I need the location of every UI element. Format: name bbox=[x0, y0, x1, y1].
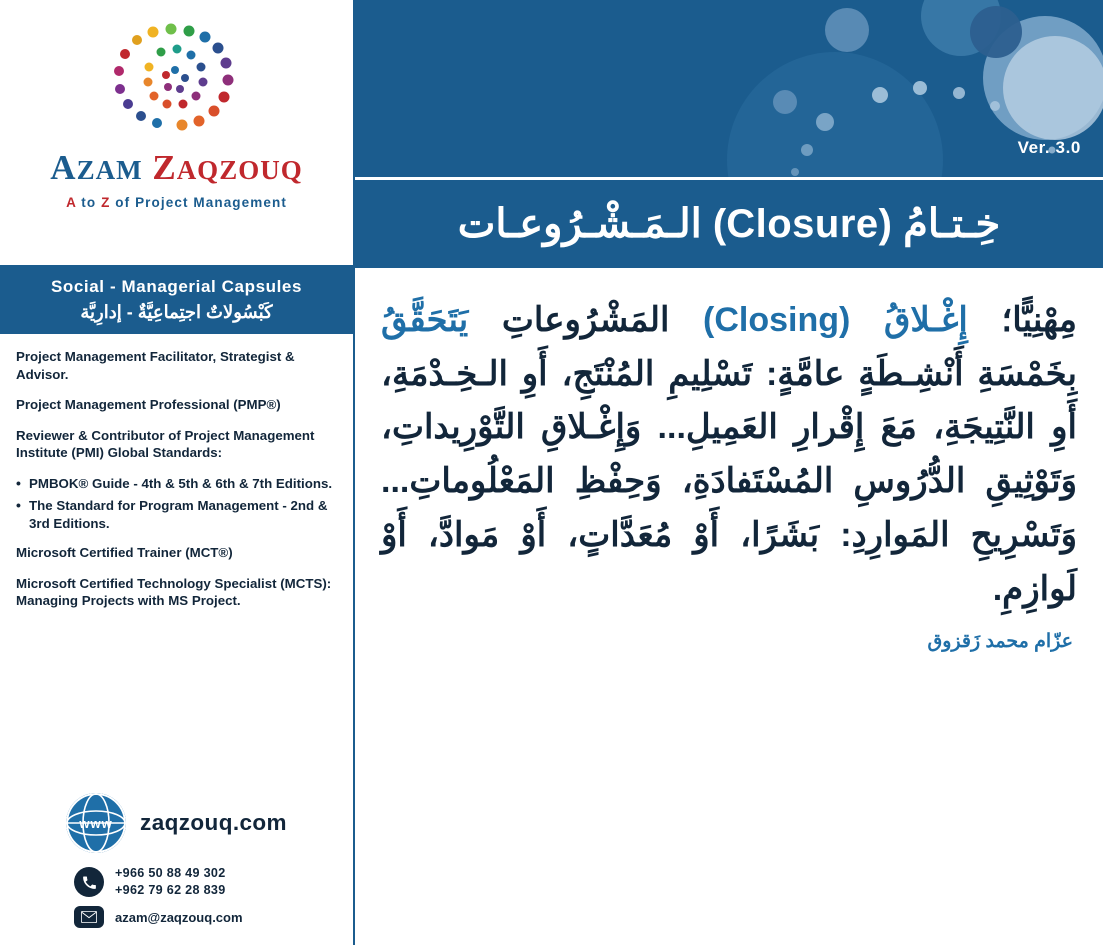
tagline-rest: of Project Management bbox=[110, 195, 287, 210]
globe-icon bbox=[66, 793, 126, 853]
email-address[interactable]: azam@zaqzouq.com bbox=[115, 909, 243, 925]
bio-text-4: Microsoft Certified Trainer (MCT®) bbox=[16, 545, 233, 561]
brand-name: AZAM ZAQZOUQ bbox=[50, 148, 303, 187]
article-body bbox=[355, 268, 1103, 945]
email-row[interactable] bbox=[0, 906, 353, 928]
phone-2: +962 79 62 28 839 bbox=[115, 883, 226, 897]
para-seg-1: مِهْنِيًّا؛ bbox=[967, 301, 1077, 339]
para-seg-3: بِخَمْسَةِ أَنْشِـطَةٍ عامَّةٍ: تَسْلِيمِ المُنْتَجِ، أَوِ الـخِـدْمَةِ، أَوِ النَّتِيجَةِ، مَعَ إِقْرارِ العَمِيلِ... وَإِغْـلاقِ التَّوْرِيداتِ، وَتَوْثِيقِ الدُّرُوسِ المُسْتَفادَةِ، وَحِفْظِ المَعْلُوماتِ... وَتَسْرِيحِ المَوارِدِ: بَشَرًا، أَوْ مُعَدَّاتٍ، أَوْ مَوادَّ، أَوْ لَوازِمِ. bbox=[381, 354, 1077, 608]
bio-section bbox=[0, 334, 353, 623]
contact-block bbox=[0, 793, 353, 945]
bio-text-1: Project Management Facilitator, Strategist & Advisor. bbox=[16, 349, 295, 382]
bullet-text-1: PMBOK® Guide - 4th & 5th & 6th & 7th Editions. bbox=[29, 475, 333, 491]
main-content bbox=[355, 0, 1103, 945]
list-item bbox=[16, 497, 339, 532]
hero-banner bbox=[355, 0, 1103, 268]
brand-tagline bbox=[66, 195, 287, 210]
title-prefix: خِـتـامُ ( bbox=[878, 202, 1001, 246]
version-label: Ver. 3.0 bbox=[1017, 138, 1081, 157]
title-english: Closure bbox=[726, 202, 879, 246]
sidebar bbox=[0, 0, 355, 945]
para-highlight-1-close: ) bbox=[669, 301, 715, 339]
bio-text-5: Microsoft Certified Technology Specialist (MCTS): Managing Projects with MS Project. bbox=[16, 575, 332, 609]
tagline-a: A bbox=[66, 195, 77, 210]
bullet-text-2: The Standard for Program Management - 2nd & 3rd Editions. bbox=[29, 498, 328, 531]
article-paragraph bbox=[381, 294, 1077, 616]
bio-line-3 bbox=[16, 427, 339, 462]
swirl-logo-icon bbox=[91, 18, 263, 146]
www-label: www bbox=[79, 815, 113, 831]
website-url[interactable]: zaqzouq.com bbox=[140, 810, 287, 835]
title-suffix: ) الـمَـشْـرُوعـات bbox=[457, 202, 727, 246]
tagline-z: Z bbox=[101, 195, 111, 210]
capsule-title-en: Social - Managerial Capsules bbox=[50, 277, 303, 296]
author-signature: عزّام محمد زَقزوق bbox=[927, 631, 1073, 653]
para-highlight-2: يَتَحَقَّقُ bbox=[381, 301, 469, 339]
bio-text-3: Reviewer & Contributor of Project Management Institute (PMI) Global Standards: bbox=[16, 427, 315, 461]
capsule-banner bbox=[0, 268, 353, 334]
page-title bbox=[458, 201, 1001, 247]
phone-numbers bbox=[115, 865, 226, 899]
list-item bbox=[16, 475, 339, 493]
bio-line-1 bbox=[16, 348, 339, 383]
phone-row bbox=[0, 865, 353, 899]
para-highlight-en: Closing bbox=[714, 301, 840, 339]
bio-line-4 bbox=[16, 544, 339, 562]
phone-icon bbox=[74, 867, 104, 897]
bio-text-2: Project Management Professional (PMP®) bbox=[16, 397, 281, 413]
para-seg-2: المَشْرُوعاتِ bbox=[468, 301, 670, 339]
bio-line-5 bbox=[16, 575, 339, 610]
bio-line-2 bbox=[16, 396, 339, 414]
website-row[interactable] bbox=[0, 793, 353, 853]
para-highlight-1: إِغْـلاقُ ( bbox=[839, 301, 968, 339]
bio-bullet-list bbox=[16, 475, 339, 533]
phone-1: +966 50 88 49 302 bbox=[115, 866, 226, 880]
envelope-icon bbox=[74, 906, 104, 928]
tagline-to: to bbox=[76, 195, 102, 210]
title-band bbox=[355, 177, 1103, 268]
logo-block bbox=[0, 0, 353, 268]
capsule-title-ar: كَبْسُولاتٌ اجتِماعِيَّةٌ - إدارِيَّة bbox=[80, 302, 273, 322]
